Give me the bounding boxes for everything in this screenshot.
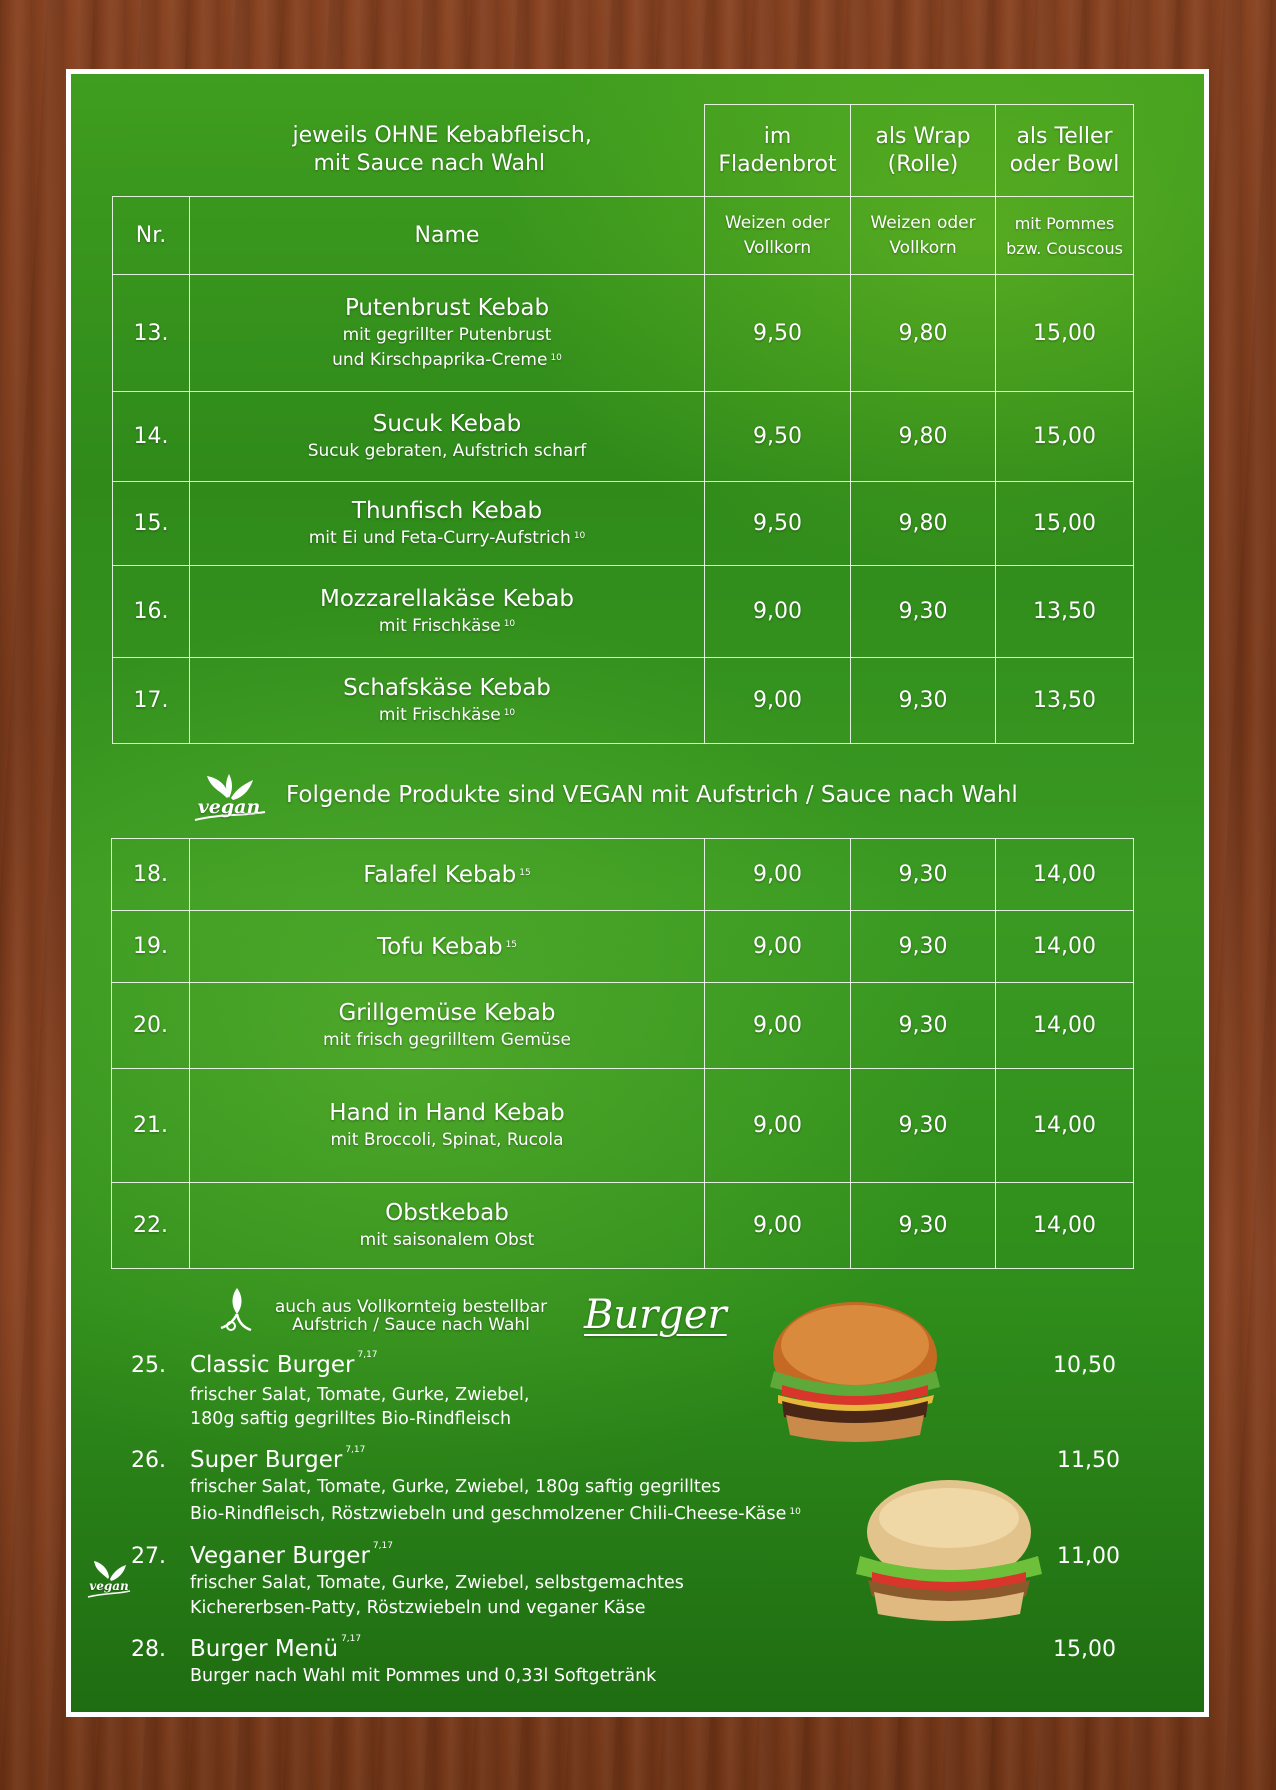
- allergen-sup: 15: [519, 867, 531, 878]
- item-name: Obstkebab: [385, 1200, 509, 1226]
- price-wrap: 9,30: [851, 983, 996, 1069]
- burger-price: 15,00: [1053, 1637, 1116, 1662]
- burger-name-wrap: [190, 1636, 361, 1662]
- price-teller: 15,00: [996, 482, 1134, 566]
- name-header: Name: [190, 197, 705, 275]
- price-wrap: 9,30: [851, 839, 996, 911]
- item-nr: 14.: [113, 392, 190, 482]
- burger-image: [768, 1299, 942, 1449]
- menu-card: [66, 69, 1209, 1717]
- table-row: [113, 392, 1134, 482]
- allergen-sup: 10: [573, 531, 586, 541]
- price-wrap: 9,80: [851, 482, 996, 566]
- table-row: [113, 658, 1134, 744]
- price-teller: 15,00: [996, 275, 1134, 392]
- sub-line1: Weizen oder: [870, 212, 976, 233]
- item-name: Falafel Kebab: [363, 861, 517, 888]
- vegan-table: [111, 838, 1134, 1269]
- col-wrap: [851, 105, 996, 197]
- table-row: [112, 911, 1134, 983]
- col-teller-sub: [996, 197, 1134, 275]
- wheat-icon: [217, 1284, 255, 1336]
- allergen-sup: 7,17: [345, 1445, 366, 1455]
- price-fladenbrot: 9,00: [705, 1183, 851, 1269]
- table-row: [113, 482, 1134, 566]
- sub-line1: mit Pommes: [1014, 213, 1115, 233]
- item-name-cell: [190, 1183, 705, 1269]
- burger-nr: 26.: [131, 1448, 166, 1473]
- price-fladenbrot: 9,00: [705, 658, 851, 744]
- burger-price: 11,00: [1057, 1544, 1120, 1569]
- sauce-note: Aufstrich / Sauce nach Wahl: [292, 1315, 530, 1335]
- burger-desc: frischer Salat, Tomate, Gurke, Zwiebel, 180g saftig gegrilltes: [190, 1477, 721, 1497]
- price-fladenbrot: 9,00: [705, 911, 851, 983]
- vegan-badge-text-small: vegan: [89, 1579, 129, 1593]
- sub-line2: bzw. Couscous: [1006, 238, 1123, 258]
- item-desc: mit Frischkäse: [378, 705, 501, 725]
- price-fladenbrot: 9,50: [705, 275, 851, 392]
- item-name-cell: [190, 392, 705, 482]
- allergen-sup: 10: [550, 353, 562, 363]
- table-row: [112, 1069, 1134, 1183]
- price-teller: 14,00: [996, 1183, 1134, 1269]
- col-teller-line1: als Teller: [1016, 123, 1113, 149]
- col-fladenbrot-line2: Fladenbrot: [718, 151, 837, 177]
- price-wrap: 9,30: [851, 566, 996, 658]
- item-name-cell: [190, 658, 705, 744]
- price-teller: 14,00: [996, 1069, 1134, 1183]
- item-name-cell: [190, 566, 705, 658]
- burger-desc-2: Kichererbsen-Patty, Röstzwiebeln und veganer Käse: [190, 1598, 646, 1618]
- super-burger-image: [856, 1480, 1042, 1628]
- item-name: Schafskäse Kebab: [343, 675, 551, 701]
- price-fladenbrot: 9,00: [705, 983, 851, 1069]
- item-name-cell: [190, 1069, 705, 1183]
- allergen-sup: 7,17: [341, 1634, 362, 1644]
- price-wrap: 9,30: [851, 658, 996, 744]
- kebab-table: [112, 104, 1134, 744]
- allergen-sup: 7,17: [357, 1350, 378, 1360]
- burger-price: 10,50: [1053, 1353, 1116, 1378]
- item-name-cell: [190, 911, 705, 983]
- burger-name: Classic Burger: [190, 1352, 355, 1378]
- sub-line2: Vollkorn: [889, 237, 957, 258]
- col-wrap-sub: [851, 197, 996, 275]
- burger-name: Super Burger: [190, 1447, 343, 1473]
- allergen-sup: 10: [789, 1507, 801, 1517]
- table-row: [112, 1183, 1134, 1269]
- burger-desc-2: Bio-Rindfleisch, Röstzwiebeln und geschmolzener Chili-Cheese-Käse: [190, 1504, 787, 1524]
- header-row-sub: [113, 197, 1134, 275]
- burger-desc: frischer Salat, Tomate, Gurke, Zwiebel, selbstgemachtes: [190, 1573, 684, 1593]
- burger-desc-2: 180g saftig gegrilltes Bio-Rindfleisch: [190, 1409, 512, 1429]
- wholegrain-note: auch aus Vollkornteig bestellbar: [274, 1297, 548, 1317]
- header-note: [113, 105, 705, 197]
- table-row: [113, 566, 1134, 658]
- header-line2: mit Sauce nach Wahl: [313, 151, 546, 177]
- allergen-sup: 7,17: [372, 1541, 393, 1551]
- burger-desc-2-wrap: [190, 1502, 801, 1527]
- burger-name-wrap: [190, 1447, 365, 1473]
- col-teller-line2: oder Bowl: [1009, 151, 1120, 177]
- burger-nr: 25.: [131, 1353, 166, 1378]
- burger-title: Burger: [584, 1292, 727, 1338]
- price-wrap: 9,80: [851, 392, 996, 482]
- price-fladenbrot: 9,00: [705, 839, 851, 911]
- item-name-cell: [190, 482, 705, 566]
- allergen-sup: 10: [503, 619, 516, 629]
- burger-name-wrap: [190, 1543, 393, 1569]
- item-nr: 15.: [113, 482, 190, 566]
- price-teller: 13,50: [996, 566, 1134, 658]
- sub-line2: Vollkorn: [743, 237, 812, 258]
- table-row: [112, 839, 1134, 911]
- price-fladenbrot: 9,50: [705, 482, 851, 566]
- col-fladenbrot-sub: [705, 197, 851, 275]
- item-desc: mit gegrillter Putenbrust: [342, 325, 552, 345]
- burger-name: Veganer Burger: [190, 1543, 370, 1569]
- allergen-sup: 15: [505, 939, 518, 950]
- item-name-cell: [190, 839, 705, 911]
- item-desc: Sucuk gebraten, Aufstrich scharf: [307, 441, 587, 461]
- price-teller: 15,00: [996, 392, 1134, 482]
- price-wrap: 9,30: [851, 911, 996, 983]
- item-desc: mit frisch gegrilltem Gemüse: [322, 1030, 571, 1050]
- table-row: [112, 983, 1134, 1069]
- item-name: Mozzarellakäse Kebab: [320, 586, 574, 612]
- vegan-badge-text: vegan: [197, 796, 261, 818]
- item-nr: 19.: [112, 911, 190, 983]
- item-desc: mit saisonalem Obst: [359, 1230, 535, 1250]
- item-nr: 20.: [112, 983, 190, 1069]
- col-wrap-line1: als Wrap: [875, 123, 971, 149]
- item-desc: mit Broccoli, Spinat, Rucola: [330, 1130, 564, 1150]
- burger-nr: 28.: [131, 1637, 166, 1662]
- price-teller: 14,00: [996, 983, 1134, 1069]
- price-teller: 14,00: [996, 911, 1134, 983]
- price-wrap: 9,80: [851, 275, 996, 392]
- classic-burger-image: [768, 1299, 942, 1449]
- price-wrap: 9,30: [851, 1183, 996, 1269]
- col-fladenbrot: [705, 105, 851, 197]
- item-name: Tofu Kebab: [376, 933, 503, 960]
- item-name: Hand in Hand Kebab: [329, 1100, 565, 1126]
- allergen-sup: 10: [503, 708, 516, 718]
- item-desc: mit Ei und Feta-Curry-Aufstrich: [308, 528, 571, 548]
- burger-image: [856, 1480, 1042, 1628]
- price-fladenbrot: 9,50: [705, 392, 851, 482]
- item-nr: 18.: [112, 839, 190, 911]
- item-nr: 13.: [113, 275, 190, 392]
- item-desc: mit Frischkäse: [378, 616, 501, 636]
- item-name: Putenbrust Kebab: [344, 295, 550, 321]
- burger-desc: frischer Salat, Tomate, Gurke, Zwiebel,: [190, 1385, 530, 1405]
- item-desc-2: und Kirschpaprika-Creme: [332, 350, 548, 370]
- price-fladenbrot: 9,00: [705, 566, 851, 658]
- item-name: Grillgemüse Kebab: [338, 1000, 556, 1026]
- price-wrap: 9,30: [851, 1069, 996, 1183]
- price-teller: 14,00: [996, 839, 1134, 911]
- price-teller: 13,50: [996, 658, 1134, 744]
- vegan-logo: [189, 768, 269, 830]
- table-row: [113, 275, 1134, 392]
- col-teller: [996, 105, 1134, 197]
- wholegrain-icon: [217, 1284, 255, 1336]
- header-line1: jeweils OHNE Kebabfleisch,: [292, 123, 592, 149]
- col-wrap-line2: (Rolle): [887, 151, 959, 177]
- item-name: Thunfisch Kebab: [351, 498, 543, 524]
- item-nr: 22.: [112, 1183, 190, 1269]
- header-row-top: [113, 105, 1134, 197]
- burger-price: 11,50: [1057, 1448, 1120, 1473]
- col-fladenbrot-line1: im: [763, 123, 792, 149]
- vegan-logo-small: [84, 1557, 134, 1603]
- item-name-cell: [190, 275, 705, 392]
- item-nr: 21.: [112, 1069, 190, 1183]
- item-nr: 16.: [113, 566, 190, 658]
- burger-name: Burger Menü: [190, 1636, 339, 1662]
- burger-desc: Burger nach Wahl mit Pommes und 0,33l Softgetränk: [190, 1666, 657, 1686]
- burger-name-wrap: [190, 1352, 378, 1378]
- item-nr: 17.: [113, 658, 190, 744]
- sub-line1: Weizen oder: [724, 212, 831, 233]
- price-fladenbrot: 9,00: [705, 1069, 851, 1183]
- burger-nr: 27.: [131, 1544, 166, 1569]
- item-name: Sucuk Kebab: [372, 411, 522, 437]
- item-name-cell: [190, 983, 705, 1069]
- vegan-heading: Folgende Produkte sind VEGAN mit Aufstrich / Sauce nach Wahl: [286, 782, 1018, 808]
- nr-header: Nr.: [113, 197, 190, 275]
